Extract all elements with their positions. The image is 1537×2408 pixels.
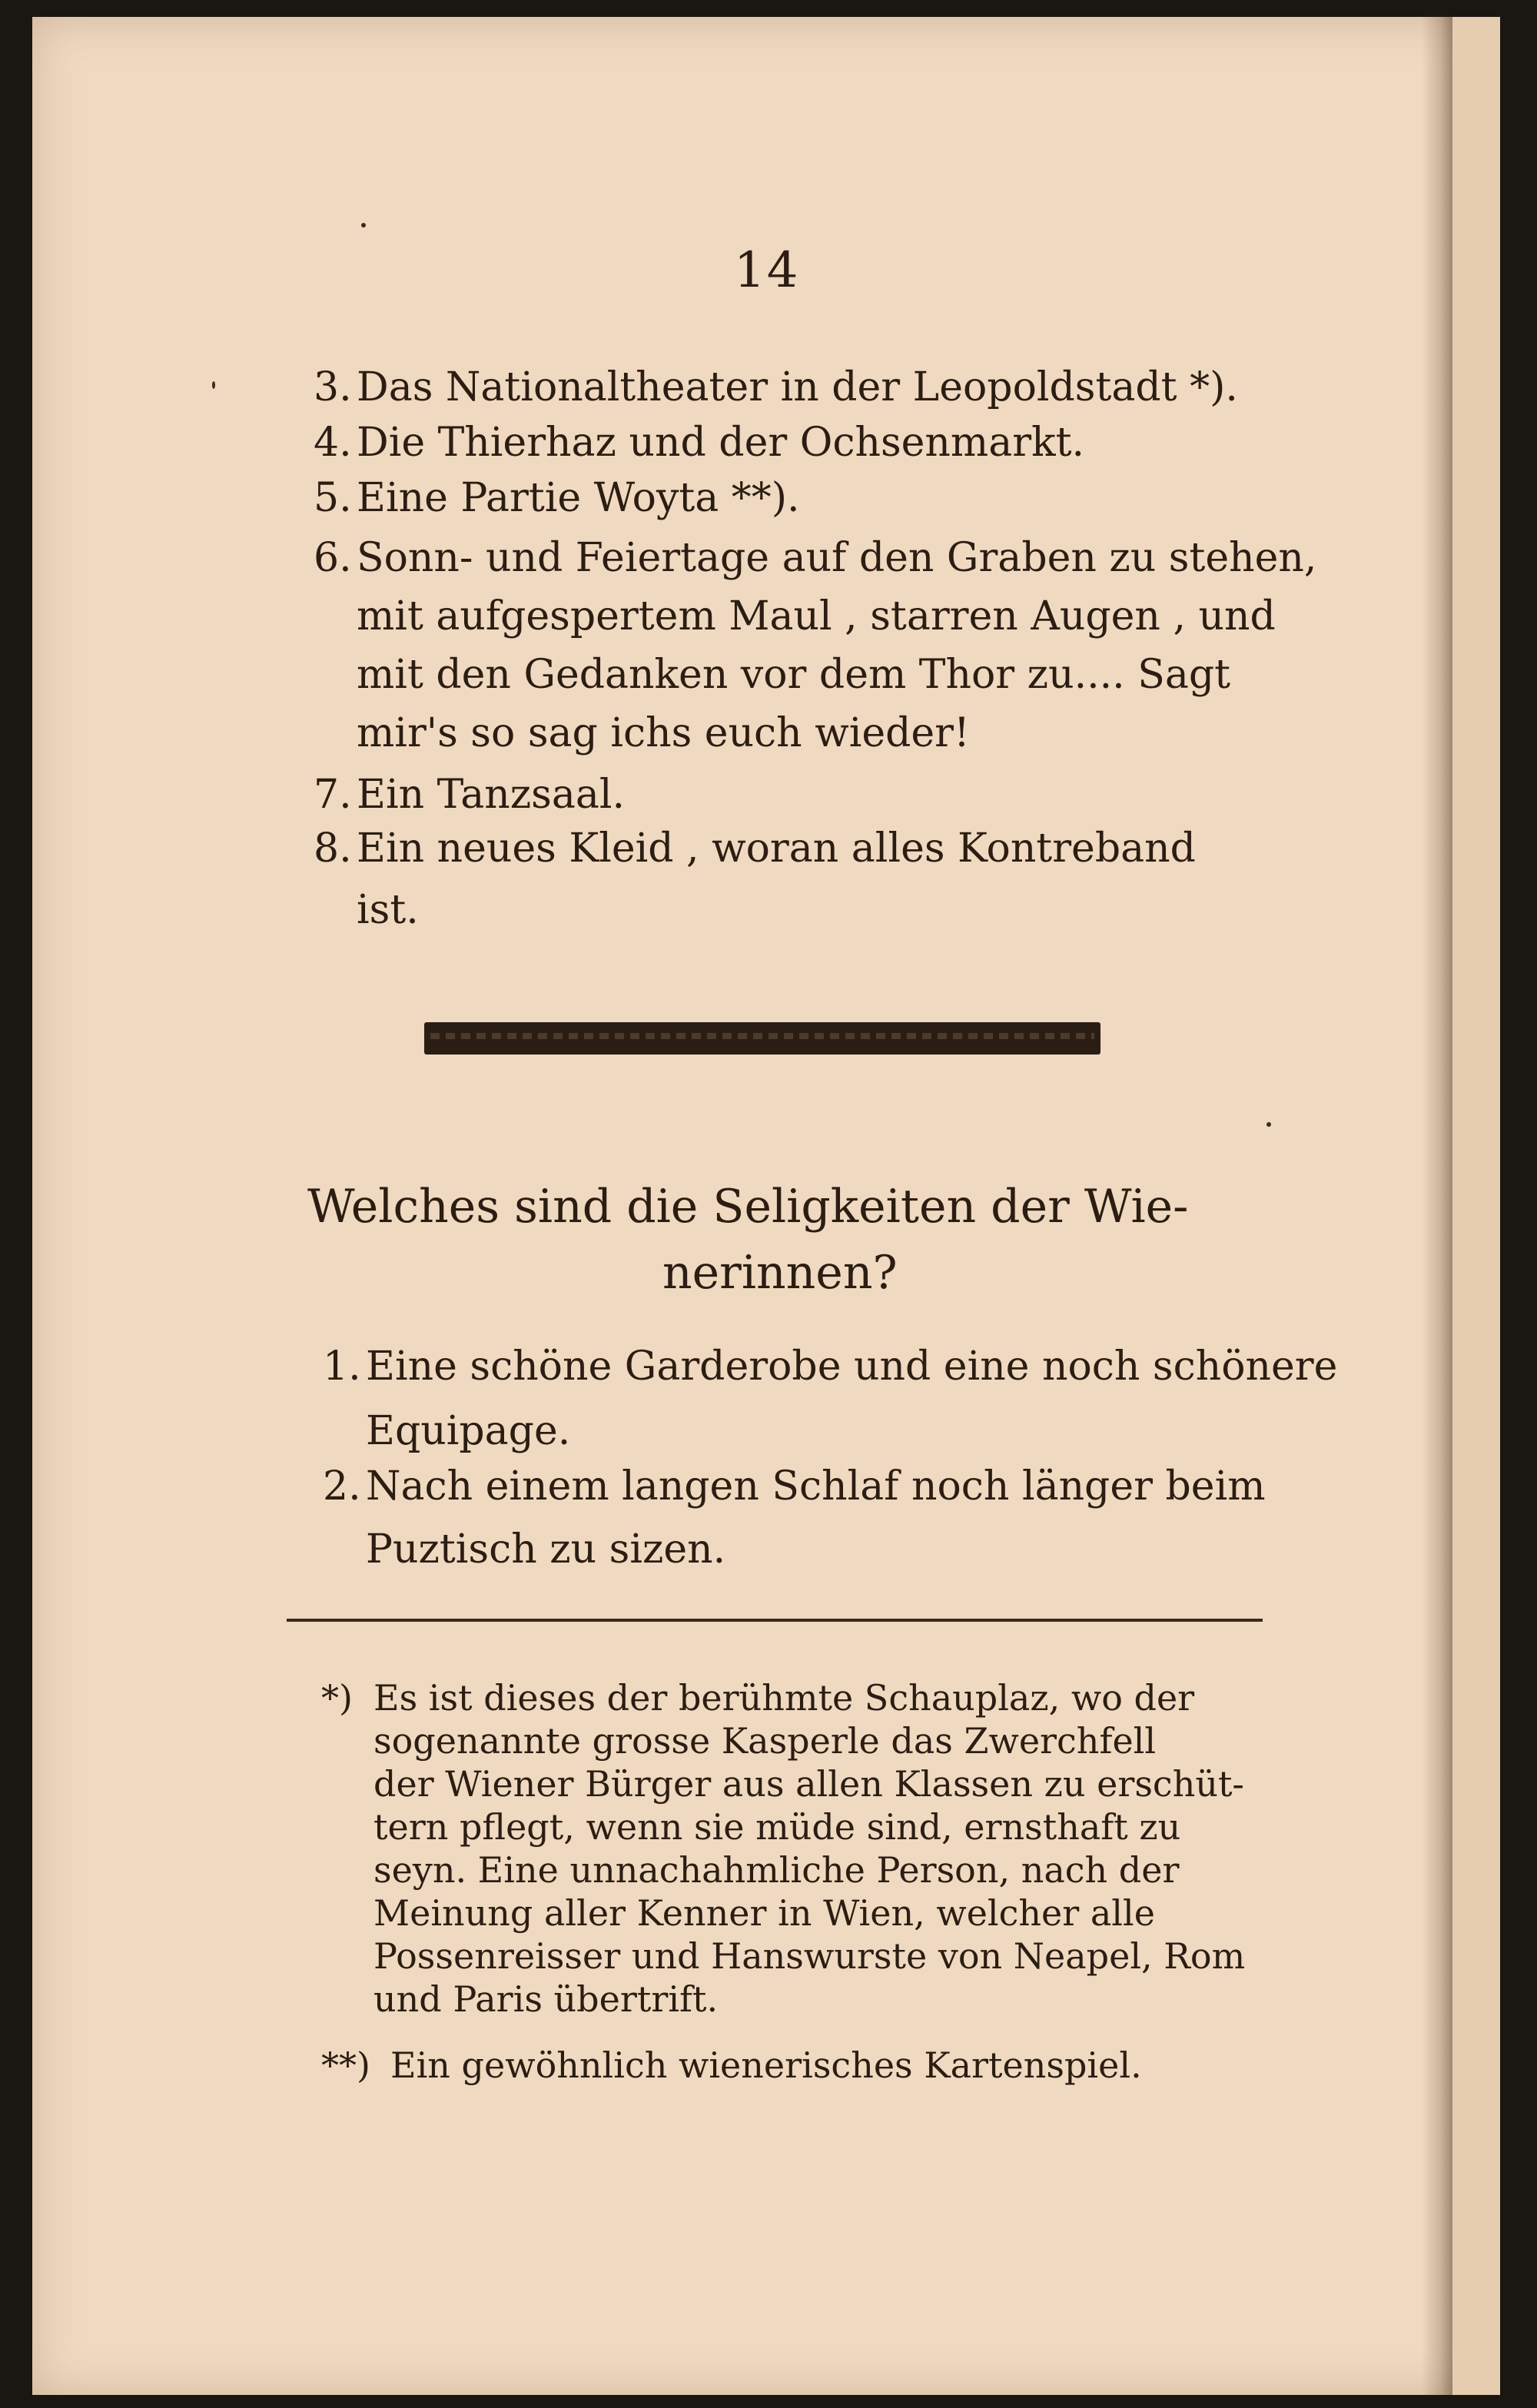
list-item-text: Das Nationaltheater in der Leopoldstadt *).: [357, 364, 1238, 410]
list-item-number: 7.: [314, 772, 352, 818]
page-number: 14: [734, 242, 800, 299]
section-heading-line-1: Welches sind die Seligkeiten der Wie-: [307, 1180, 1189, 1234]
list-item-4: [314, 420, 1085, 466]
list-item-6-line-4: mir's so sag ichs euch wieder!: [357, 710, 970, 756]
footnote-1-line-3: der Wiener Bürger aus allen Klassen zu erschüt-: [373, 1763, 1244, 1805]
footnote-1-line-4: tern pflegt, wenn sie müde sind, ernsthaft zu: [373, 1806, 1181, 1848]
list-item-number: 4.: [314, 420, 352, 466]
section-list-item-1: [323, 1343, 1338, 1390]
footnote-mark: **): [321, 2044, 370, 2086]
section-list-item-2: [323, 1463, 1266, 1510]
paper-speck: [1266, 1122, 1271, 1127]
list-item-text: Ein Tanzsaal.: [357, 772, 625, 818]
footnote-1-line-7: Possenreisser und Hanswurste von Neapel, Rom: [373, 1935, 1246, 1977]
list-item-number: 5.: [314, 475, 352, 521]
list-item-text: Ein neues Kleid , woran alles Kontreband: [357, 825, 1196, 872]
list-item-number: 1.: [323, 1343, 361, 1390]
paper-speck: [361, 223, 366, 228]
list-item-number: 2.: [323, 1463, 361, 1510]
footnote-1: [321, 1677, 1195, 1719]
footnote-1-line-2: sogenannte grosse Kasperle das Zwerchfell: [373, 1720, 1157, 1762]
section-heading-line-2: nerinnen?: [662, 1246, 898, 1300]
footnote-text: Ein gewöhnlich wienerisches Kartenspiel.: [390, 2044, 1142, 2086]
footnote-mark: *): [321, 1677, 353, 1719]
list-item-8-line-2: ist.: [357, 887, 419, 933]
list-item-number: 3.: [314, 364, 352, 410]
footnote-1-line-5: seyn. Eine unnachahmliche Person, nach der: [373, 1849, 1180, 1891]
footnote-2: [321, 2044, 1142, 2086]
ornamental-divider: [424, 1022, 1100, 1055]
list-item-number: 6.: [314, 535, 352, 581]
list-item-text: Nach einem langen Schlaf noch länger beim: [366, 1463, 1266, 1510]
list-item-6-line-2: mit aufgespertem Maul , starren Augen , und: [357, 593, 1276, 639]
footnote-separator: [287, 1619, 1263, 1626]
list-item-text: Eine schöne Garderobe und eine noch schönere: [366, 1343, 1338, 1390]
list-item-text: Die Thierhaz und der Ochsenmarkt.: [357, 420, 1085, 466]
footnote-1-line-6: Meinung aller Kenner in Wien, welcher alle: [373, 1892, 1155, 1934]
list-item-5: [314, 475, 800, 521]
list-item-6-line-3: mit den Gedanken vor dem Thor zu.... Sagt: [357, 652, 1231, 698]
list-item-text: Sonn- und Feiertage auf den Graben zu stehen,: [357, 535, 1317, 581]
facing-page-edge: [1452, 17, 1500, 2395]
paper-speck: [212, 381, 215, 389]
section-list-item-2-line-2: Puztisch zu sizen.: [366, 1526, 726, 1573]
list-item-7: [314, 772, 625, 818]
section-list-item-1-line-2: Equipage.: [366, 1408, 571, 1454]
list-item-number: 8.: [314, 825, 352, 872]
list-item-text: Eine Partie Woyta **).: [357, 475, 800, 521]
page-gutter-shadow: [1422, 17, 1452, 2395]
footnote-1-line-8: und Paris übertrift.: [373, 1978, 719, 2020]
footnote-text: Es ist dieses der berühmte Schauplaz, wo der: [373, 1677, 1195, 1719]
list-item-8: [314, 825, 1196, 872]
list-item-3: [314, 364, 1238, 410]
list-item-6: [314, 535, 1317, 581]
